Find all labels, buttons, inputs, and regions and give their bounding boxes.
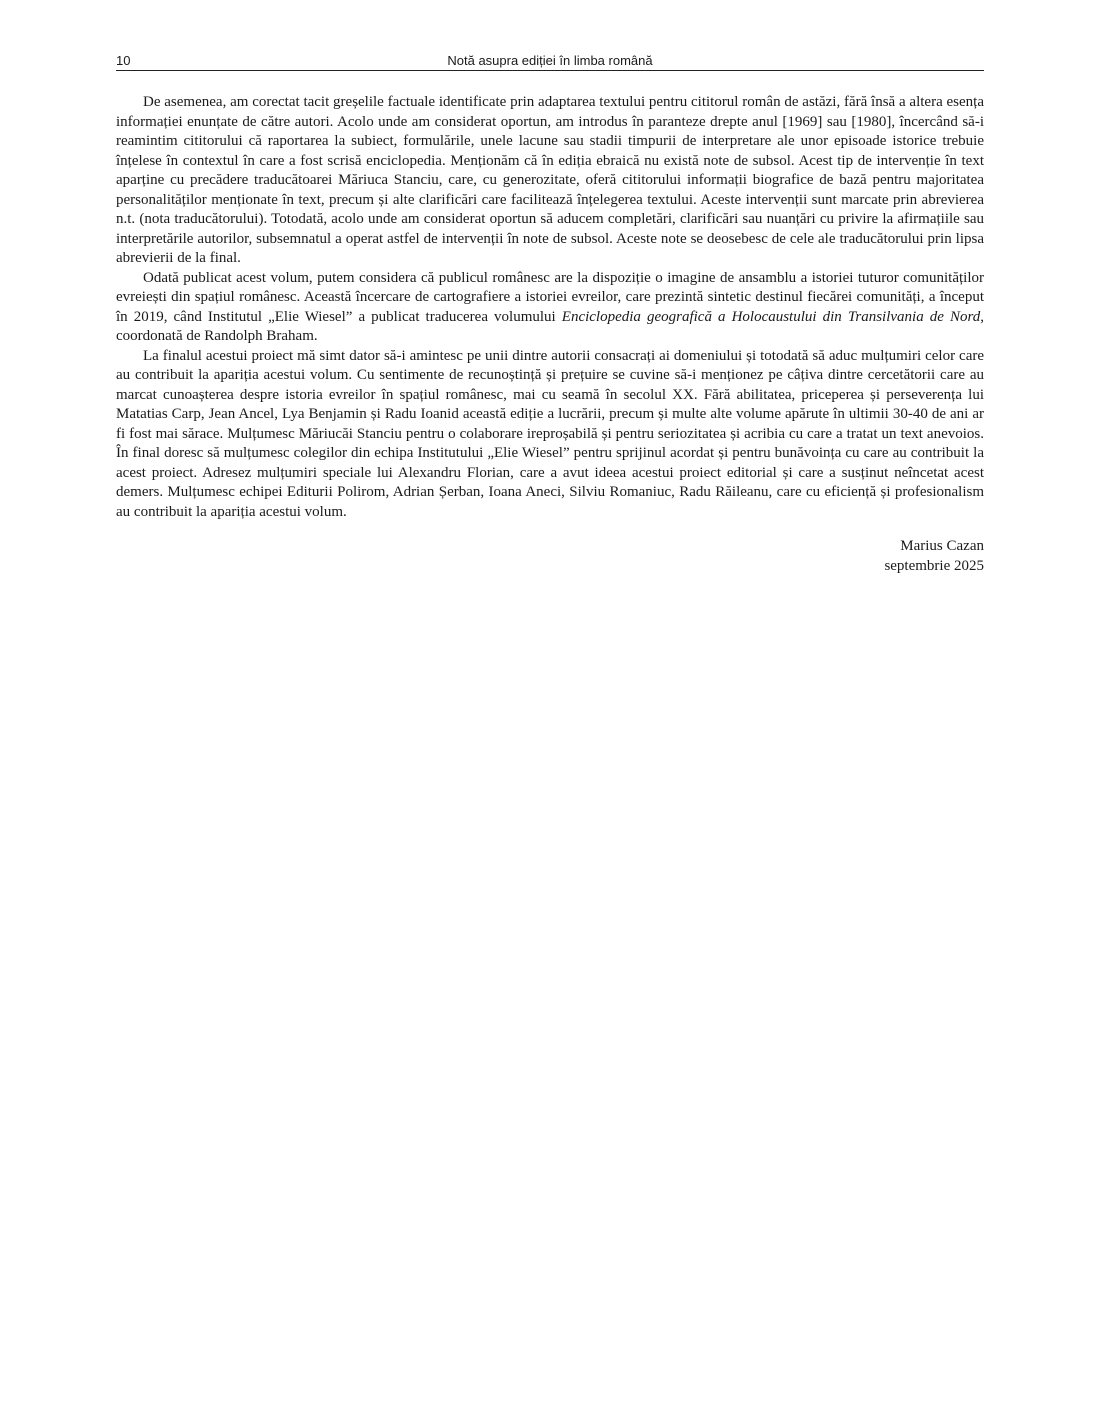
document-page bbox=[116, 52, 984, 576]
body-text bbox=[116, 93, 984, 522]
book-title: Enciclopedia geografică a Holocaustului din Transilvania de Nord bbox=[561, 308, 981, 325]
paragraph-overview-tail: , coordonată de Randolph Braham. bbox=[116, 308, 984, 344]
signature-block bbox=[116, 537, 984, 576]
paragraph-corrections: De asemenea, am corectat tacit greșelile factuale identificate prin adaptarea textului pentru cititorul român de astăzi, fără însă a altera esența informației enunțate de către autori. Acolo unde am considerat oportun, am introdus în paranteze drepte anul [1969] sau [1980], încercând să-i reamintim cititorului că raportarea la subiect, formulările, unele lacune sau stadii timpurii de interpretare ale unor episoade istorice trebuie înțelese în contextul în care a fost scrisă enciclopedia. Menționăm că în ediția ebraică nu există note de subsol. Acest tip de intervenție în text aparține cu precădere traducătoarei Măriuca Stanciu, care, cu generozitate, oferă cititorului informații biografice de bază pentru majoritatea personalităților menționate în text, precum și alte clarificări care facilitează înțelegerea textului. Aceste intervenții sunt marcate prin abrevierea n.t. (nota traducătorului). Totodată, acolo unde am considerat oportun să aducem completări, clarificări sau nuanțări cu privire la afirmațiile sau interpretările autorilor, subsemnatul a operat astfel de intervenții în note de subsol. Aceste note se deosebesc de cele ale traducătorului prin lipsa abrevierii de la final. bbox=[116, 94, 984, 266]
signature-date: septembrie 2025 bbox=[884, 557, 984, 574]
signature-author: Marius Cazan bbox=[900, 538, 984, 554]
paragraph-acknowledgements: La finalul acestui proiect mă simt dator să-i amintesc pe unii dintre autorii consacrați ai domeniului și totodată să aduc mulțumiri celor care au contribuit la apariția acestui volum. Cu sentimente de recunoștință și prețuire se cuvine să-i menționez pe câțiva dintre cercetătorii care au marcat cunoașterea despre istoria evreilor în spațiul românesc, mai cu seamă în secolul XX. Fără abilitatea, priceperea și perseverența lui Matatias Carp, Jean Ancel, Lya Benjamin și Radu Ioanid această ediție a lucrării, precum și multe alte volume apărute în ultimii 30-40 de ani ar fi fost mai sărace. Mulțumesc Măriucăi Stanciu pentru o colaborare ireproșabilă și pentru seriozitatea și acribia cu care a tratat un text anevoios. În final doresc să mulțumesc colegilor din echipa Institutului „Elie Wiesel” pentru sprijinul acordat și pentru bunăvoința cu care au contribuit la acest proiect. Adresez mulțumiri speciale lui Alexandru Florian, care a avut ideea acestui proiect editorial și care a susținut neîncetat acest demers. Mulțumesc echipei Editurii Polirom, Adrian Șerban, Ioana Aneci, Silviu Romaniuc, Radu Răileanu, care cu eficiență și profesionalism au contribuit la apariția acestui volum. bbox=[116, 347, 984, 520]
running-header bbox=[116, 52, 984, 71]
paragraph-overview-text: Odată publicat acest volum, putem considera că publicul românesc are la dispoziție o imagine de ansamblu a istoriei tuturor comunităților evreiești din spațiul românesc. Această încercare de cartografiere a istoriei evreilor, care prezintă sintetic destinul fiecărei comunități, a început în 2019, când Institutul „Elie Wiesel” a publicat traducerea volumului bbox=[116, 269, 984, 325]
running-header-title: Notă asupra ediției în limba română bbox=[447, 53, 653, 68]
paragraph-overview bbox=[116, 269, 984, 347]
page-number: 10 bbox=[116, 53, 131, 68]
